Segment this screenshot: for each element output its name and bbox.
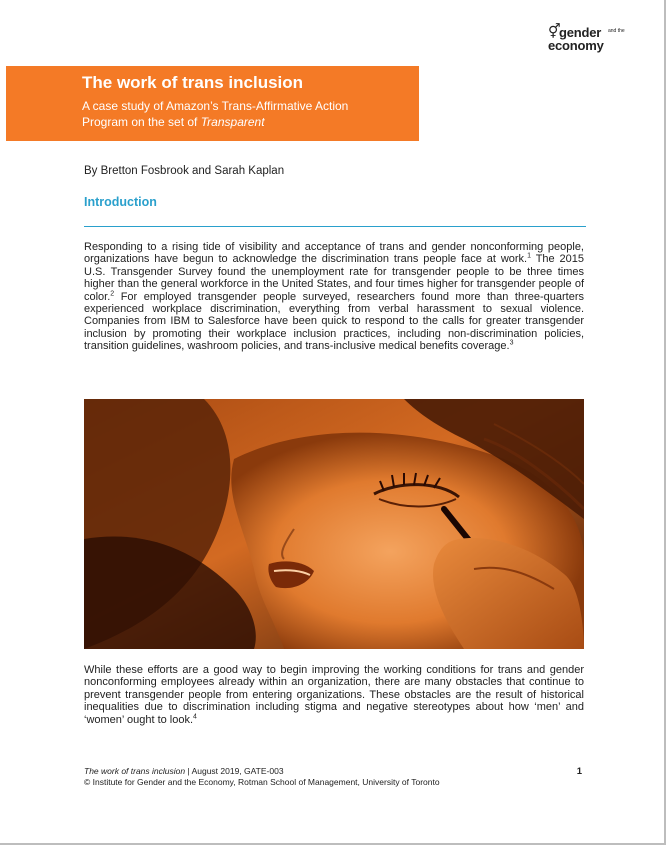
- logo-line1: gender: [559, 25, 602, 40]
- intro-sentence-2: The 2015 U.S. Transgender Survey found the unemployment rate for transgender people to be three times higher than the general workforce in the United States, and four times higher for transgender people of color.: [84, 253, 584, 303]
- page-number: 1: [576, 766, 582, 777]
- title-banner: [6, 66, 419, 141]
- second-paragraph: [84, 664, 584, 726]
- author-byline: By Bretton Fosbrook and Sarah Kaplan: [84, 165, 285, 177]
- footer-doc-title: The work of trans inclusion: [84, 766, 186, 776]
- intro-sentence-1: Responding to a rising tide of visibility and acceptance of trans and gender nonconforming people, organizations have begun to acknowledge the discrimination trans people face at work.: [84, 241, 584, 266]
- makeup-photo: [84, 399, 584, 649]
- footer-line1: [84, 766, 584, 777]
- second-paragraph-text: While these efforts are a good way to begin improving the working conditions for trans and gender nonconforming employees already within an organization, there are many obstacles that continue to prevent transgender people from entering organizations. These obstacles are the result of historical inequalities due to discrimination including stigma and negative stereotypes about how ‘men’ and ‘women’ ought to look.: [84, 664, 584, 726]
- section-heading-introduction: Introduction: [84, 195, 157, 209]
- document-title: The work of trans inclusion: [82, 73, 304, 92]
- footer-doc-info: | August 2019, GATE-003: [185, 766, 284, 776]
- page-footer: [84, 766, 584, 788]
- footnote-ref-4[interactable]: 4: [193, 712, 197, 720]
- subtitle-line2-prefix: Program on the set of: [82, 115, 201, 129]
- subtitle-line1: A case study of Amazon’s Trans-Affirmative Action: [82, 99, 349, 113]
- document-subtitle: [82, 98, 348, 130]
- gender-symbol-icon: ⚥: [548, 23, 561, 39]
- gender-economy-logo: [548, 24, 628, 60]
- section-divider: [84, 226, 586, 227]
- logo-and: and the: [608, 28, 625, 34]
- intro-sentence-3: For employed transgender people surveyed, researchers found more than three-quarters experienced workplace discrimination, everything from verbal harassment to sexual violence. Companies from IBM to Salesforce have been quick to respond to the calls for greater transgender inclusion by promoting their workplace inclusion practices, including non-discrimination policies, transition guidelines, washroom policies, and trans-inclusive medical benefits coverage.: [84, 290, 584, 353]
- footnote-ref-3[interactable]: 3: [509, 339, 514, 347]
- footer-copyright: © Institute for Gender and the Economy, Rotman School of Management, University of Toronto: [84, 777, 440, 787]
- subtitle-show-name: Transparent: [200, 115, 265, 129]
- makeup-photo-illustration: [84, 399, 584, 649]
- footnote-ref-2[interactable]: 2: [110, 289, 115, 297]
- intro-paragraph: [84, 241, 584, 353]
- logo-line2: economy: [548, 38, 604, 53]
- footnote-ref-1[interactable]: 1: [527, 252, 532, 260]
